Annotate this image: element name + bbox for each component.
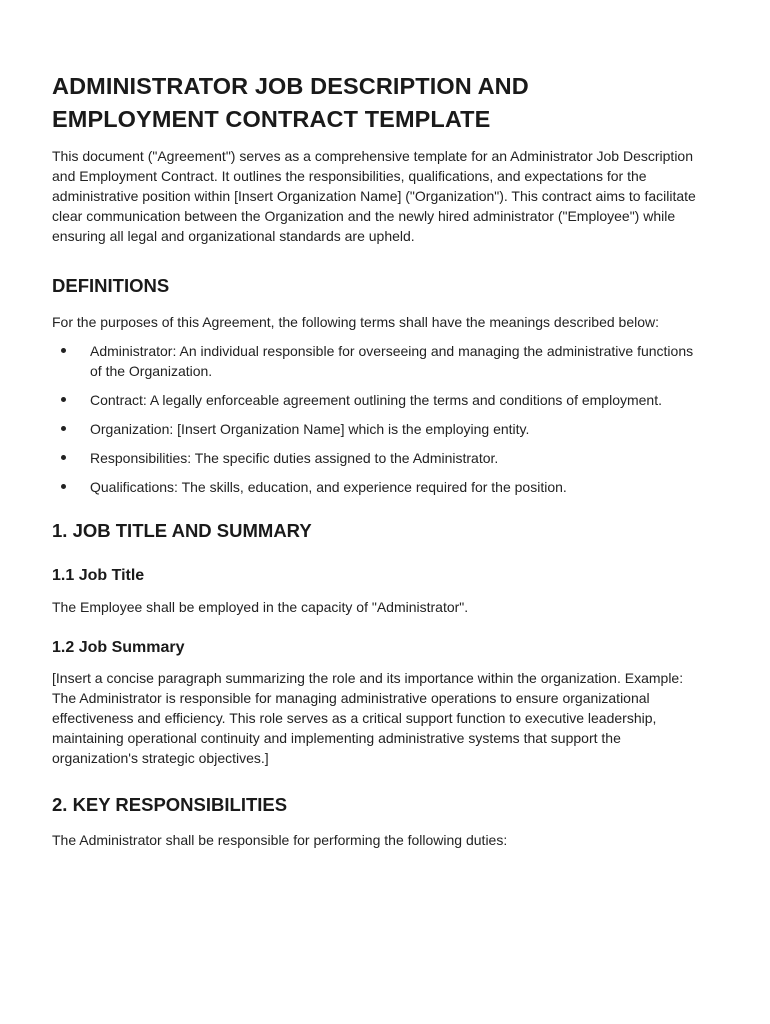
list-item — [52, 341, 702, 381]
list-item — [52, 448, 702, 468]
section-1-1-heading: 1.1 Job Title — [52, 567, 145, 584]
definition-text: Responsibilities: The specific duties assigned to the Administrator. — [90, 450, 499, 466]
document-page — [52, 70, 702, 850]
list-item — [52, 419, 702, 439]
list-item — [52, 390, 702, 410]
document-title-line-2: EMPLOYMENT CONTRACT TEMPLATE — [52, 106, 491, 132]
definitions-intro: For the purposes of this Agreement, the following terms shall have the meanings described below: — [52, 314, 659, 330]
definition-text: Administrator: An individual responsible for overseeing and managing the administrative functions of the Organization. — [90, 343, 694, 379]
document-title-line-1: ADMINISTRATOR JOB DESCRIPTION AND — [52, 73, 529, 99]
section-2-heading: 2. KEY RESPONSIBILITIES — [52, 794, 288, 815]
document-title — [52, 70, 702, 136]
bullet-icon — [61, 455, 66, 460]
bullet-icon — [61, 426, 66, 431]
bullet-icon — [61, 397, 66, 402]
section-1-2-heading: 1.2 Job Summary — [52, 639, 185, 656]
definition-text: Contract: A legally enforceable agreement outlining the terms and conditions of employment. — [90, 392, 662, 408]
definitions-heading: DEFINITIONS — [52, 275, 170, 296]
definition-text: Qualifications: The skills, education, and experience required for the position. — [90, 479, 567, 495]
definitions-list — [52, 341, 702, 497]
intro-paragraph: This document ("Agreement") serves as a comprehensive template for an Administrator Job Description and Employment Contract. It outlines the responsibilities, qualifications, and expectations for the administrative position within [Insert Organization Name] ("Organization"). This contract aims to facilitate clear communication between the Organization and the newly hired administrator ("Employee") while ensuring all legal and organizational standards are upheld. — [52, 148, 696, 244]
list-item — [52, 477, 702, 497]
bullet-icon — [61, 484, 66, 489]
job-summary-paragraph: [Insert a concise paragraph summarizing the role and its importance within the organization. Example: The Administrator is responsible for managing administrative operations to ensure organizational effectiveness and efficiency. This role serves as a critical support function to executive leadership, maintaining operational continuity and implementing administrative systems that support the organization's strategic objectives.] — [52, 670, 684, 766]
bullet-icon — [61, 348, 66, 353]
job-title-paragraph: The Employee shall be employed in the capacity of "Administrator". — [52, 599, 469, 615]
responsibilities-intro: The Administrator shall be responsible for performing the following duties: — [52, 832, 508, 848]
definition-text: Organization: [Insert Organization Name] which is the employing entity. — [90, 421, 530, 437]
section-1-heading: 1. JOB TITLE AND SUMMARY — [52, 520, 312, 541]
